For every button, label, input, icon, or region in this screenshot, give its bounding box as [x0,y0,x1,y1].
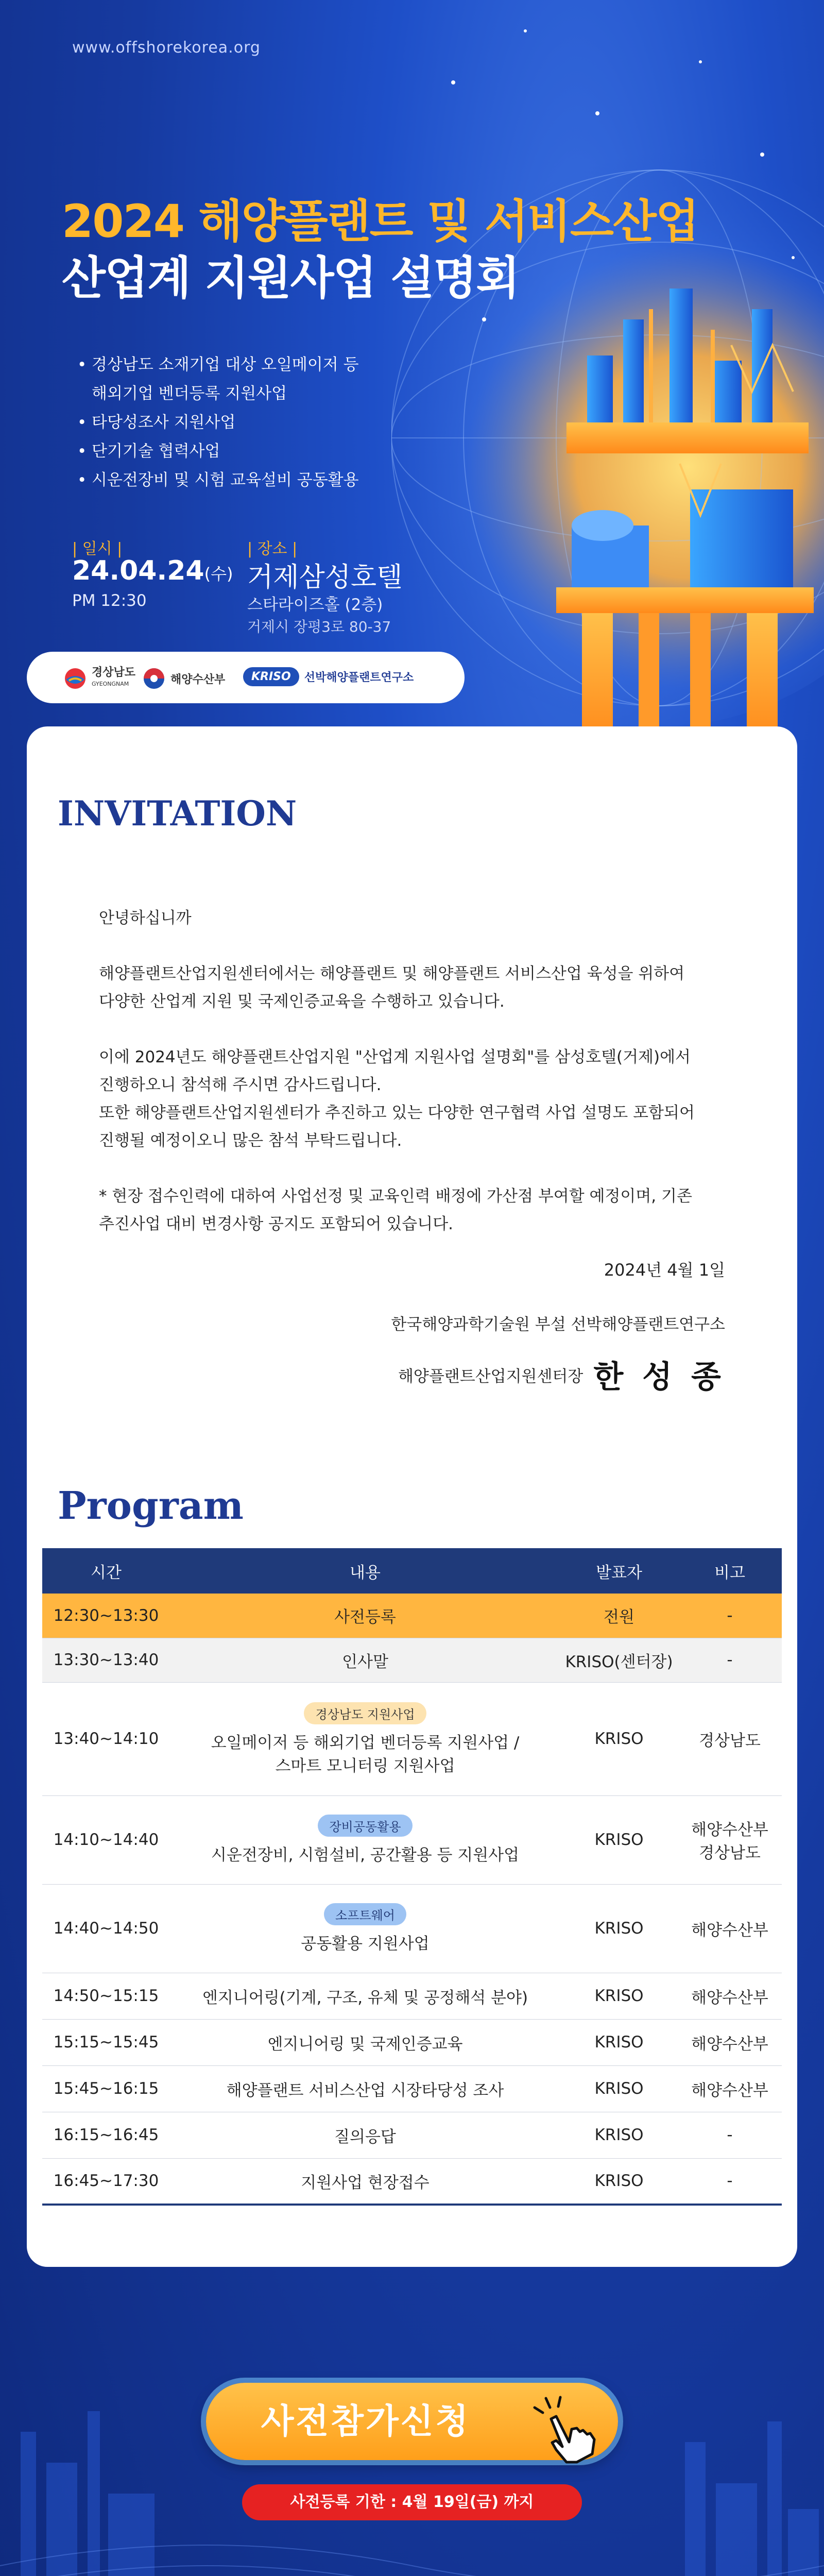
program-table [42,1548,782,2206]
cell-time: 16:45~17:30 [42,2158,170,2205]
cell-speaker: KRISO [560,2065,678,2112]
letter-paragraph-2 [99,1043,743,1155]
cell-time: 15:45~16:15 [42,2065,170,2112]
letter-line: 이에 2024년도 해양플랜트산업지원 "산업계 지원사업 설명회"를 삼성호텔(거제)에서 [99,1048,691,1066]
event-date [72,555,233,586]
cell-time: 14:10~14:40 [42,1795,170,1884]
category-tag: 경상남도 지원사업 [304,1702,426,1724]
invitation-letter [99,904,743,1266]
cell-note [678,1795,782,1884]
cell-note: 해양수산부 [678,1973,782,2019]
cell-time: 13:30~13:40 [42,1638,170,1682]
website-url[interactable]: www.offshorekorea.org [72,39,261,57]
date-label: | 일시 | [72,540,123,558]
table-header-row [42,1548,782,1594]
cell-time: 14:40~14:50 [42,1884,170,1973]
logo-kriso [243,667,414,686]
cell-note: - [678,1594,782,1638]
logo-gyeongnam [64,667,135,690]
cell-time: 15:15~15:45 [42,2019,170,2065]
event-time: PM 12:30 [72,591,147,610]
page-title-line2: 산업계 지원사업 설명회 [62,251,519,304]
cell-note: - [678,2158,782,2205]
table-row [42,2065,782,2112]
letter-line: 또한 해양플랜트산업지원센터가 추진하고 있는 다양한 연구협력 사업 설명도 포함되어 [99,1104,695,1122]
event-place: 거제삼성호텔 [247,562,403,593]
cell-content: 인사말 [170,1638,560,1682]
event-date-value: 24.04.24 [72,555,204,586]
column-header: 내용 [170,1548,560,1594]
cell-time: 12:30~13:30 [42,1594,170,1638]
bullet-item: • 시운전장비 및 시험 교육설비 공동활용 [77,466,359,495]
place-label: | 장소 | [247,540,298,558]
registration-deadline: 사전등록 기한 : 4월 19일(금) 까지 [242,2484,582,2520]
business-list [77,350,359,495]
column-header: 시간 [42,1548,170,1594]
letter-line: 진행하오니 참석해 주시면 감사드립니다. [99,1076,382,1094]
note-line: 해양수산부 [691,1821,768,1839]
table-row [42,1638,782,1682]
organizer-logos [27,652,465,703]
content-line: 시운전장비, 시험설비, 공간활용 등 지원사업 [211,1846,520,1865]
table-row [42,1973,782,2019]
greeting: 안녕하십니까 [99,909,192,927]
logo-kriso-sub: KRISO [251,670,291,683]
event-weekday: (수) [204,564,233,584]
cell-speaker: KRISO [560,2019,678,2065]
cell-note: 해양수산부 [678,2019,782,2065]
signature-block [398,1352,725,1397]
logo-kriso-name: 선박해양플랜트연구소 [304,671,414,684]
cell-content: 사전등록 [170,1594,560,1638]
cell-content: 질의응답 [170,2112,560,2158]
cell-note: 경상남도 [678,1682,782,1795]
table-row [42,2112,782,2158]
category-tag: 소프트웨어 [324,1903,406,1925]
logo-mof-name: 해양수산부 [170,673,226,686]
table-row [42,1594,782,1638]
offshore-plant-illustration [391,0,824,835]
mof-logo-icon [143,667,165,690]
cell-speaker: KRISO [560,1884,678,1973]
letter-line: 진행될 예정이오니 많은 참석 부탁드립니다. [99,1131,402,1150]
content-line: 스마트 모니터링 지원사업 [275,1756,455,1775]
table-row [42,2019,782,2065]
column-header: 발표자 [560,1548,678,1594]
gyeongnam-logo-icon [64,667,87,690]
event-address: 거제시 장평3로 80-37 [247,618,391,635]
letter-line: 다양한 산업계 지원 및 국제인증교육을 수행하고 있습니다. [99,992,505,1011]
cell-speaker: KRISO [560,2158,678,2205]
bullet-item: • 단기기술 협력사업 [77,437,359,466]
content-line: 공동활용 지원사업 [301,1935,430,1953]
cell-content: 해양플랜트 서비스산업 시장타당성 조사 [170,2065,560,2112]
logo-gyeongnam-name: 경상남도 [92,666,136,679]
bullet-item: • 경상남도 소재기업 대상 오일메이저 등 [77,350,359,379]
invitation-title: INVITATION [58,793,297,834]
cell-time: 16:15~16:45 [42,2112,170,2158]
cell-speaker: KRISO [560,1973,678,2019]
letter-paragraph-1 [99,960,743,1015]
logo-gyeongnam-sub: GYEONGNAM [92,681,129,687]
table-row [42,1795,782,1884]
signer-name: 한 성 종 [593,1359,725,1395]
cell-content: 지원사업 현장접수 [170,2158,560,2205]
cell-speaker: KRISO [560,1682,678,1795]
cell-speaker: KRISO(센터장) [560,1638,678,1682]
cell-time: 13:40~14:10 [42,1682,170,1795]
cell-speaker: KRISO [560,2112,678,2158]
invitation-card [27,726,797,2267]
event-hall: 스타라이즈홀 (2층) [247,596,383,614]
page-title-line1: 2024 해양플랜트 및 서비스산업 [62,195,698,248]
letter-line: 추진사업 대비 변경사항 공지도 포함되어 있습니다. [99,1215,453,1233]
pre-registration-label: 사전참가신청 [261,2401,471,2441]
cell-note: - [678,1638,782,1682]
bullet-item: 해외기업 벤더등록 지원사업 [92,384,287,403]
table-row [42,2158,782,2205]
cell-speaker: KRISO [560,1795,678,1884]
cell-speaker: 전원 [560,1594,678,1638]
pointer-hand-icon [525,2393,603,2465]
signer-title: 해양플랜트산업지원센터장 [398,1367,583,1386]
cell-content [170,1682,560,1795]
cell-content: 엔지니어링(기계, 구조, 유체 및 공정해석 분야) [170,1973,560,2019]
table-row [42,1884,782,1973]
letter-paragraph-3 [99,1182,743,1238]
note-line: 경상남도 [699,1844,761,1862]
kriso-logo-icon [243,667,299,686]
category-tag: 장비공동활용 [318,1815,412,1837]
bullet-item: • 타당성조사 지원사업 [77,408,359,437]
cell-time: 14:50~15:15 [42,1973,170,2019]
cell-note: 해양수산부 [678,1884,782,1973]
content-line: 오일메이저 등 해외기업 벤더등록 지원사업 / [211,1733,520,1752]
cell-note: 해양수산부 [678,2065,782,2112]
cell-content: 엔지니어링 및 국제인증교육 [170,2019,560,2065]
letter-line: * 현장 접수인력에 대하여 사업선정 및 교육인력 배정에 가산점 부여할 예정이며, 기존 [99,1187,692,1206]
pre-registration-button[interactable] [206,2383,618,2460]
cell-note: - [678,2112,782,2158]
letter-line: 해양플랜트산업지원센터에서는 해양플랜트 및 해양플랜트 서비스산업 육성을 위하여 [99,964,685,983]
cell-content [170,1884,560,1973]
logo-mof [143,667,225,690]
column-header: 비고 [678,1548,782,1594]
letter-organization: 한국해양과학기술원 부설 선박해양플랜트연구소 [391,1315,725,1334]
table-row [42,1682,782,1795]
program-title: Program [58,1484,244,1528]
cell-content [170,1795,560,1884]
letter-date: 2024년 4월 1일 [604,1260,725,1280]
